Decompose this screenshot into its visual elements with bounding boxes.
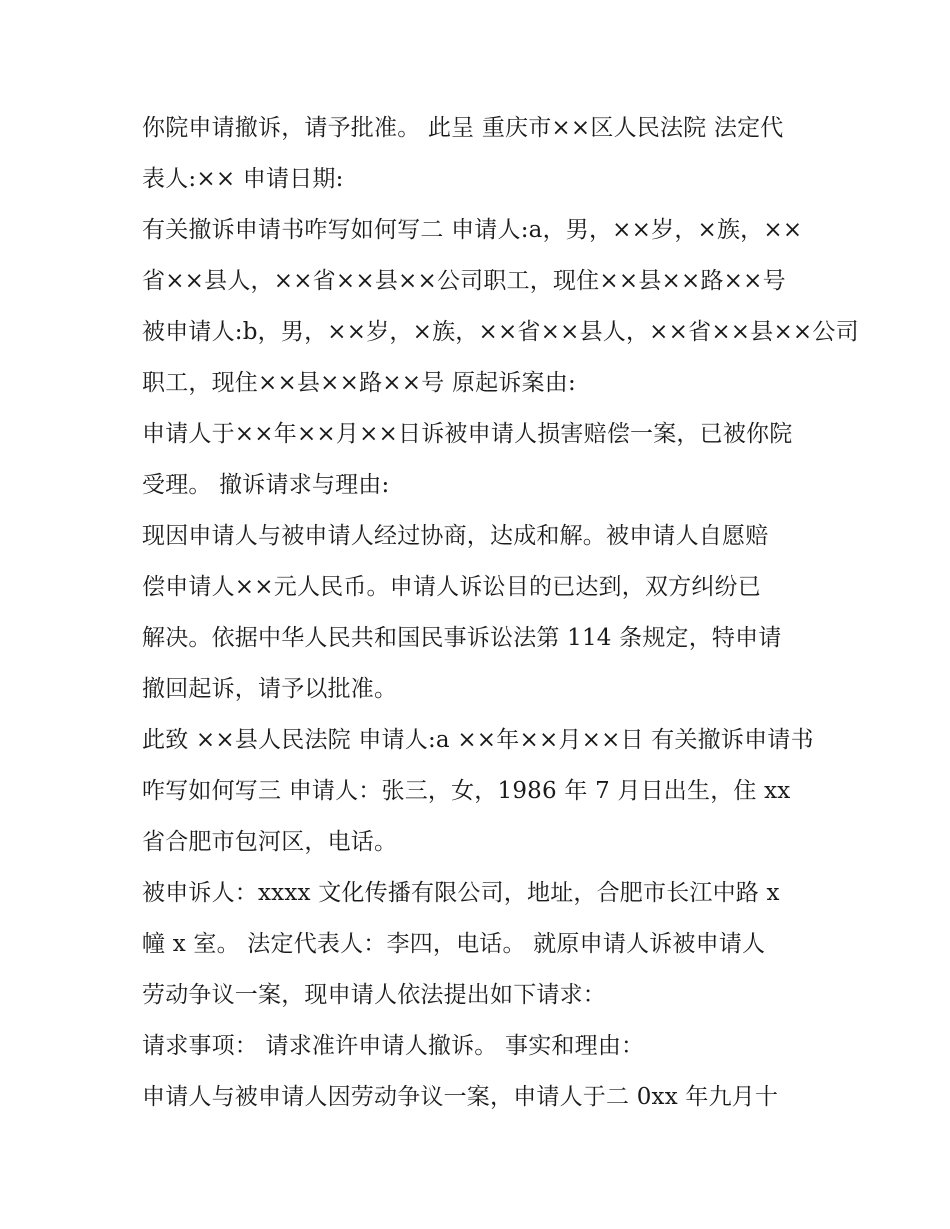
text-line: 申请人与被申请人因劳动争议一案，申请人于二 0xx 年九月十 — [142, 1084, 779, 1110]
text-line: 职工，现住××县××路××号 原起诉案由: — [142, 370, 576, 396]
text-line: 省合肥市包河区，电话。 — [142, 829, 398, 855]
text-line: 受理。 撤诉请求与理由: — [142, 472, 390, 498]
text-line: 解决。依据中华人民共和国民事诉讼法第 114 条规定，特申请 — [142, 625, 782, 651]
text-line: 表人:×× 申请日期: — [142, 166, 344, 192]
text-line: 有关撤诉申请书咋写如何写二 申请人:a，男，××岁，×族，×× — [142, 217, 803, 243]
text-line: 被申请人:b，男，××岁，×族，××省××县人，××省××县××公司 — [142, 319, 859, 345]
text-line: 幢 x 室。 法定代表人：李四，电话。 就原申请人诉被申请人 — [142, 931, 766, 957]
text-line: 此致 ××县人民法院 申请人:a ××年××月××日 有关撤诉申请书 — [142, 727, 814, 753]
text-line: 你院申请撤诉，请予批准。 此呈 重庆市××区人民法院 法定代 — [142, 115, 784, 141]
text-line: 劳动争议一案，现申请人依法提出如下请求： — [142, 982, 606, 1008]
text-line: 申请人于××年××月××日诉被申请人损害赔偿一案，已被你院 — [142, 421, 793, 447]
text-line: 被申诉人：xxxx 文化传播有限公司，地址，合肥市长江中路 x — [142, 880, 780, 906]
text-line: 撤回起诉，请予以批准。 — [142, 676, 398, 702]
document-body — [142, 103, 859, 1123]
text-line: 偿申请人××元人民币。申请人诉讼目的已达到，双方纠纷已 — [142, 574, 761, 600]
text-line: 咋写如何写三 申请人：张三，女，1986 年 7 月日出生，住 xx — [142, 778, 791, 804]
text-line: 省××县人，××省××县××公司职工，现住××县××路××号 — [142, 268, 786, 294]
text-line: 现因申请人与被申请人经过协商，达成和解。被申请人自愿赔 — [142, 523, 769, 549]
text-line: 请求事项： 请求准许申请人撤诉。 事实和理由： — [142, 1033, 645, 1059]
